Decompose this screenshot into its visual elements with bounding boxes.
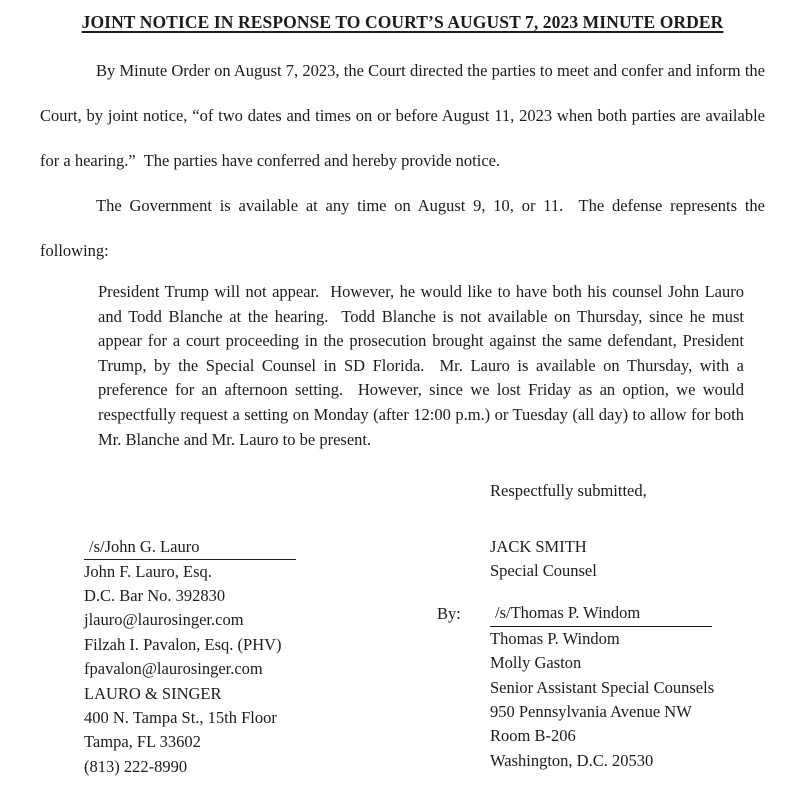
government-address-street: 950 Pennsylvania Avenue NW (490, 702, 692, 721)
defense-attorney-name: John F. Lauro, Esq. (84, 561, 212, 581)
defense-signature-block (84, 535, 437, 780)
government-attorney-title: Senior Assistant Special Counsels (490, 677, 715, 697)
government-signature-line: /s/Thomas P. Windom (490, 602, 712, 626)
defense-phone: (813) 222-8990 (84, 756, 188, 776)
defense-firm-street: 400 N. Tampa St., 15th Floor (84, 708, 277, 727)
signature-section (40, 535, 765, 780)
government-attorney-2: Molly Gaston (490, 653, 582, 673)
paragraph-availability: The Government is available at any time on August 9, 10, or 11. The defense represents the following: (40, 196, 770, 260)
government-signature-block (437, 535, 765, 780)
defense-attorney-2-name: Filzah I. Pavalon, Esq. (PHV) (84, 634, 282, 654)
government-signature-row (437, 602, 765, 626)
defense-signature-line: /s/John G. Lauro (84, 536, 296, 560)
document-title-text: JOINT NOTICE IN RESPONSE TO COURT’S AUGUST 7, 2023 MINUTE ORDER (81, 12, 724, 32)
defense-firm-name: LAURO & SINGER (84, 683, 222, 703)
government-address-city: Washington, D.C. 20530 (490, 750, 654, 770)
defense-email-2: fpavalon@laurosinger.com (84, 659, 263, 679)
government-address-room: Room B-206 (490, 726, 576, 746)
defense-signature-row (84, 535, 437, 560)
paragraph-meet-and-confer: By Minute Order on August 7, 2023, the Court directed the parties to meet and confer and inform the Court, by joint notice, “of two dates and times on or before August 11, 2023 when both parties are available for a hearing.” The parties have conferred and hereby provide notice. (40, 61, 770, 170)
defense-firm-city: Tampa, FL 33602 (84, 732, 201, 752)
document-title (40, 10, 765, 35)
defense-email-1: jlauro@laurosinger.com (84, 610, 244, 630)
closing-respectfully-submitted: Respectfully submitted, (490, 481, 647, 501)
defense-bar-number: D.C. Bar No. 392830 (84, 585, 226, 605)
by-label: By: (437, 604, 461, 624)
special-counsel-name: JACK SMITH (490, 536, 587, 556)
government-attorney-1: Thomas P. Windom (490, 628, 620, 648)
special-counsel-title: Special Counsel (490, 560, 597, 580)
defense-block-quote: President Trump will not appear. However, he would like to have both his counsel John Lauro and Todd Blanche at the hearing. Todd Blanche is not available on Thursday, since he must appear for a court proceeding in the prosecution brought against the same defendant, President Trump, by the Special Counsel in SD Florida. Mr. Lauro is available on Thursday, with a preference for an afternoon setting. However, since we lost Friday as an option, we would respectfully request a setting on Monday (after 12:00 p.m.) or Tuesday (all day) to allow for both Mr. Blanche and Mr. Lauro to be present. (98, 282, 749, 449)
